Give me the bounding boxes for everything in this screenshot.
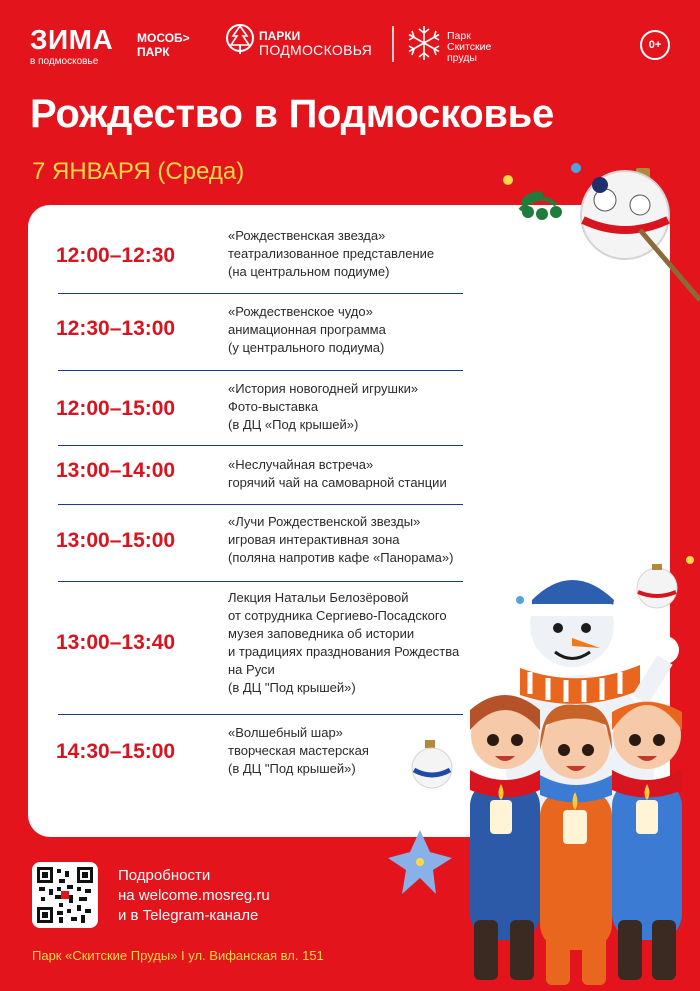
description-line: (в ДЦ "Под крышей») xyxy=(228,761,356,776)
description-line: «Лучи Рождественской звезды» xyxy=(228,514,421,529)
logo-divider xyxy=(392,26,394,62)
schedule-description xyxy=(228,303,518,357)
page-title: Рождество в Подмосковье xyxy=(30,92,554,136)
description-line: (в ДЦ «Под крышей») xyxy=(228,417,359,432)
schedule-time: 12:00–12:30 xyxy=(56,244,176,267)
details-line: Подробности xyxy=(118,867,211,884)
schedule-description xyxy=(228,456,518,492)
tree-icon xyxy=(225,20,255,60)
details-link[interactable]: на welcome.mosreg.ru xyxy=(118,887,270,904)
row-separator xyxy=(58,445,463,446)
mosobpark-line2: ПАРК xyxy=(137,45,170,59)
mosobpark-line1: МОСОБ> xyxy=(137,31,190,45)
zima-logo xyxy=(30,26,113,67)
schedule-time: 13:00–14:00 xyxy=(56,459,176,482)
age-rating-badge: 0+ xyxy=(640,30,670,60)
description-line: (у центрального подиума) xyxy=(228,340,385,355)
schedule-description xyxy=(228,724,518,778)
row-separator xyxy=(58,293,463,294)
description-line: (поляна напротив кафе «Панорама») xyxy=(228,550,454,565)
skit-line3: пруды xyxy=(447,52,477,64)
event-date: 7 ЯНВАРЯ (Среда) xyxy=(32,158,245,185)
description-line: творческая мастерская xyxy=(228,743,369,758)
description-line: музея заповедника об истории xyxy=(228,626,415,641)
description-line: Лекция Натальи Белозёровой xyxy=(228,590,409,605)
parki-line1: ПАРКИ xyxy=(259,29,301,43)
qr-code[interactable] xyxy=(32,862,98,928)
description-line: (в ДЦ "Под крышей») xyxy=(228,680,356,695)
description-line: театрализованное представление xyxy=(228,246,435,261)
parki-line2: ПОДМОСКОВЬЯ xyxy=(259,42,372,58)
skit-line1: Парк xyxy=(447,30,471,42)
schedule-time: 12:00–15:00 xyxy=(56,397,176,420)
header xyxy=(0,0,700,80)
description-line: (на центральном подиуме) xyxy=(228,264,390,279)
description-line: анимационная программа xyxy=(228,322,386,337)
description-line: «Рождественская звезда» xyxy=(228,228,386,243)
skit-line2: Скитские xyxy=(447,41,492,53)
description-line: «История новогодней игрушки» xyxy=(228,381,419,396)
description-line: игровая интерактивная зона xyxy=(228,532,400,547)
schedule-card xyxy=(28,205,670,837)
details-line: и в Telegram-канале xyxy=(118,907,259,924)
schedule-description xyxy=(228,513,518,567)
zima-logo-subtitle: в подмосковье xyxy=(30,56,99,67)
description-line: на Руси xyxy=(228,662,275,677)
schedule-time: 14:30–15:00 xyxy=(56,740,176,763)
description-line: и традициях празднования Рождества xyxy=(228,644,460,659)
star-icon xyxy=(388,830,452,894)
schedule-description xyxy=(228,380,518,434)
schedule-description xyxy=(228,589,518,697)
description-line: «Рождественское чудо» xyxy=(228,304,373,319)
row-separator xyxy=(58,504,463,505)
qr-code-icon xyxy=(37,867,93,923)
description-line: Фото-выставка xyxy=(228,399,319,414)
zima-logo-text: ЗИМА xyxy=(30,24,114,55)
details-info xyxy=(118,866,270,926)
park-address: Парк «Скитские Пруды» I ул. Вифанская вл. 151 xyxy=(32,948,324,963)
row-separator xyxy=(58,370,463,371)
mosobpark-logo xyxy=(137,31,190,59)
description-line: от сотрудника Сергиево-Посадского xyxy=(228,608,447,623)
description-line: «Волшебный шар» xyxy=(228,725,343,740)
row-separator xyxy=(58,714,463,715)
description-line: «Неслучайная встреча» xyxy=(228,457,374,472)
schedule-description xyxy=(228,227,518,281)
schedule-time: 13:00–15:00 xyxy=(56,529,176,552)
description-line: горячий чай на самоварной станции xyxy=(228,475,447,490)
schedule-time: 13:00–13:40 xyxy=(56,631,176,654)
row-separator xyxy=(58,581,463,582)
skitskie-prudy-logo xyxy=(447,31,491,64)
snowflake-icon xyxy=(405,24,443,62)
schedule-time: 12:30–13:00 xyxy=(56,317,176,340)
